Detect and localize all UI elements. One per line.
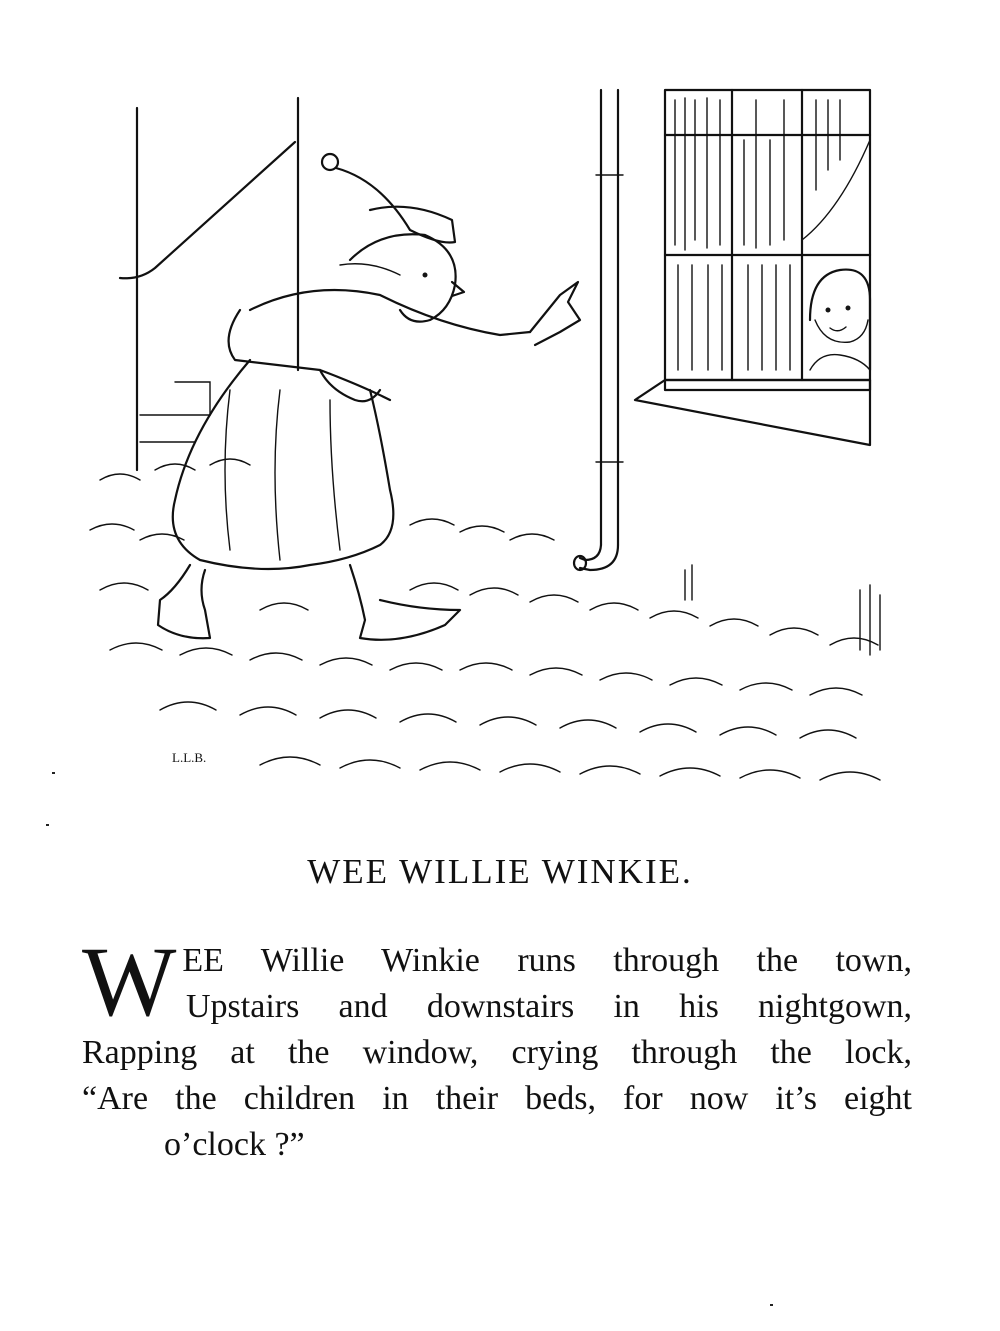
poem-line: Rapping at the window, crying through the lock, [82, 1034, 912, 1071]
print-speck [46, 824, 49, 826]
drain-pipe [574, 90, 623, 570]
window [635, 90, 870, 445]
print-speck [770, 1304, 773, 1306]
wee-willie-winkie-figure [158, 154, 580, 640]
doorway [120, 98, 298, 470]
page-title: WEE WILLIE WINKIE. [307, 852, 693, 891]
poem-line: EE Willie Winkie runs through the town, [182, 942, 912, 979]
artist-signature: L.L.B. [172, 750, 207, 765]
poem [82, 926, 912, 1168]
poem-line: o’clock ?” [164, 1126, 305, 1163]
poem-line: “Are the children in their beds, for now it’s eight [82, 1080, 912, 1117]
print-speck [52, 772, 55, 774]
cobblestone-street [90, 459, 880, 780]
poem-line: Upstairs and downstairs in his nightgown, [186, 988, 912, 1025]
wee-willie-winkie-illustration [80, 70, 940, 800]
child-at-window [810, 270, 870, 370]
drop-cap: W [82, 926, 177, 1037]
